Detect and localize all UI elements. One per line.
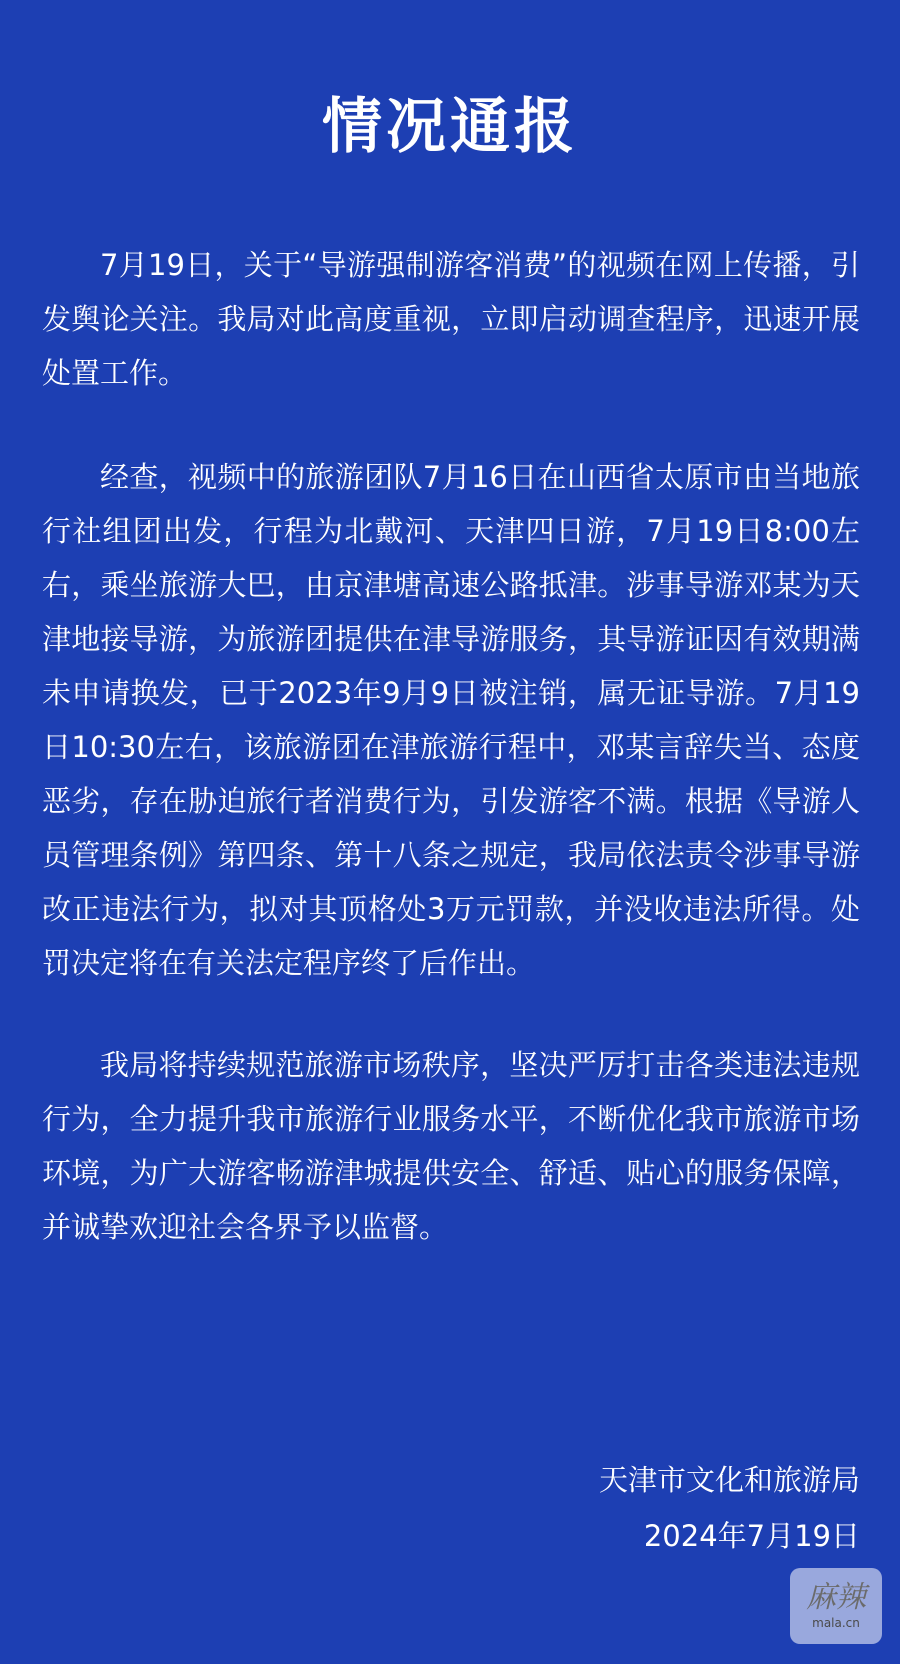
notice-title: 情况通报 (322, 92, 578, 162)
signature-block (599, 1452, 860, 1564)
paragraph-incident: 7月19日，关于“导游强制游客消费”的视频在网上传播，引发舆论关注。我局对此高度重视，立即启动调查程序，迅速开展处置工作。 (42, 248, 860, 390)
watermark-site-text: mala.cn (812, 1616, 860, 1630)
watermark-logo-text: 麻辣 (806, 1580, 866, 1615)
site-watermark (790, 1568, 882, 1644)
paragraph-investigation: 经查，视频中的旅游团队7月16日在山西省太原市由当地旅行社组团出发，行程为北戴河、天津四日游，7月19日8:00左右，乘坐旅游大巴，由京津塘高速公路抵津。涉事导游邓某为天津地接导游，为旅游团提供在津导游服务，其导游证因有效期满未申请换发，已于2023年9月9日被注销，属无证导游。7月19日10:30左右，该旅游团在津旅游行程中，邓某言辞失当、态度恶劣，存在胁迫旅行者消费行为，引发游客不满。根据《导游人员管理条例》第四条、第十八条之规定，我局依法责令涉事导游改正违法行为，拟对其顶格处3万元罚款，并没收违法所得。处罚决定将在有关法定程序终了后作出。 (42, 460, 860, 980)
paragraph-commitment: 我局将持续规范旅游市场秩序，坚决严厉打击各类违法违规行为，全力提升我市旅游行业服务水平，不断优化我市旅游市场环境，为广大游客畅游津城提供安全、舒适、贴心的服务保障，并诚挚欢迎社会各界予以监督。 (42, 1048, 860, 1244)
issuer-name: 天津市文化和旅游局 (598, 1463, 860, 1497)
notice-body (42, 238, 860, 1304)
issue-date: 2024年7月19日 (643, 1519, 860, 1553)
